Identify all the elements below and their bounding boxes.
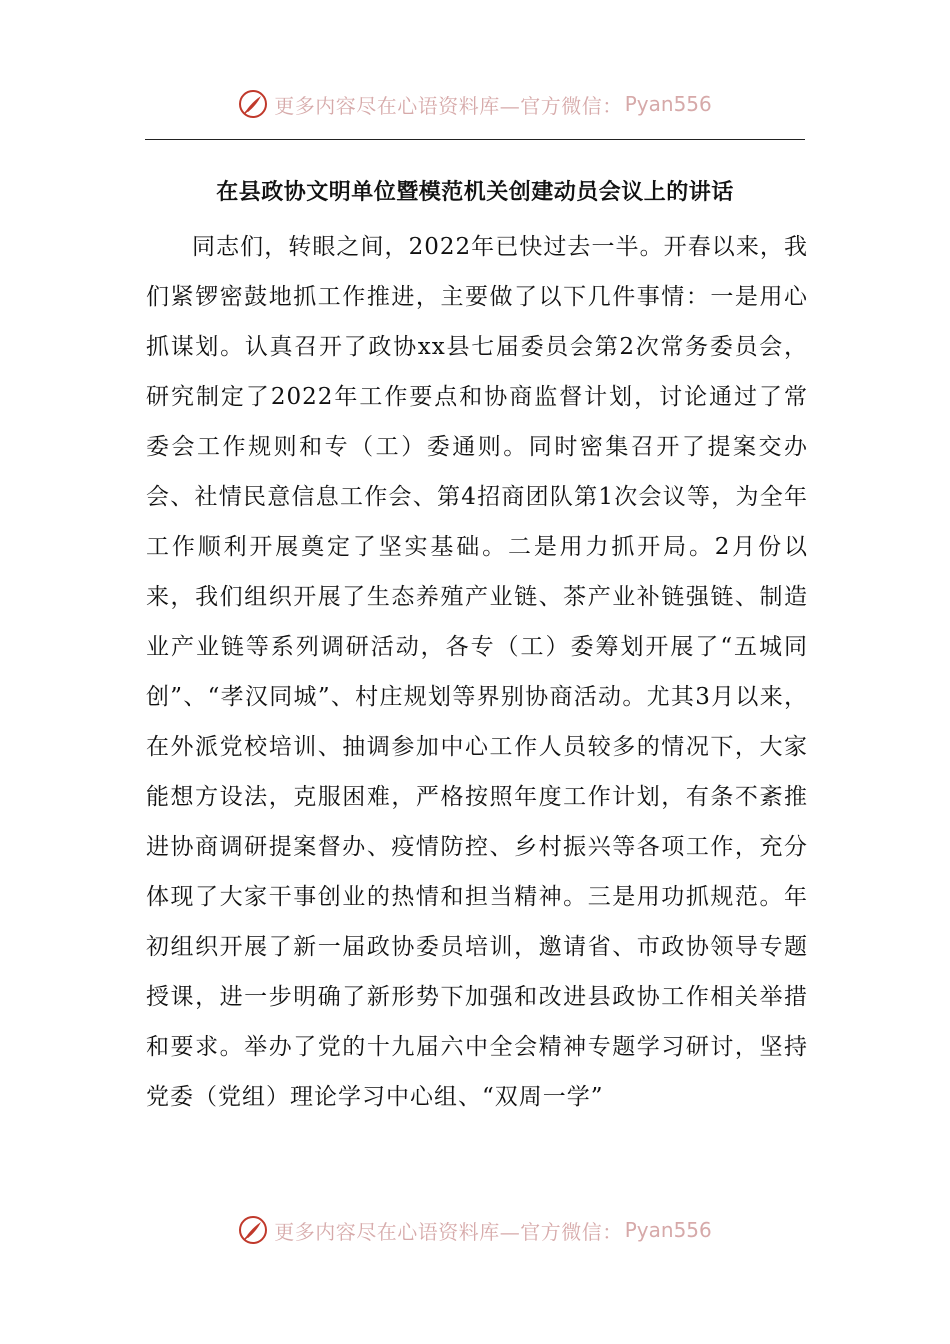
header-watermark [0,86,950,122]
footer-watermark [0,1212,950,1248]
quill-logo-icon [238,1215,268,1245]
footer-watermark-text: 更多内容尽在心语资料库—官方微信： [274,1219,623,1244]
footer-watermark-id: Pyan556 [624,1218,712,1242]
header-watermark-text: 更多内容尽在心语资料库—官方微信： [274,93,623,118]
document-paragraph: 同志们，转眼之间，2022年已快过去一半。开春以来，我们紧锣密鼓地抓工作推进，主要做了以下几件事情：一是用心抓谋划。认真召开了政协xx县七届委员会第2次常务委员会，研究制定了2022年工作要点和协商监督计划，讨论通过了常委会工作规则和专（工）委通则。同时密集召开了提案交办会、社情民意信息工作会、第4招商团队第1次会议等，为全年工作顺利开展奠定了坚实基础。二是用力抓开局。2月份以来，我们组织开展了生态养殖产业链、茶产业补链强链、制造业产业链等系列调研活动，各专（工）委筹划开展了“五城同创”、“孝汉同城”、村庄规划等界别协商活动。尤其3月以来，在外派党校培训、抽调参加中心工作人员较多的情况下，大家能想方设法，克服困难，严格按照年度工作计划，有条不紊推进协商调研提案督办、疫情防控、乡村振兴等各项工作，充分体现了大家干事创业的热情和担当精神。三是用功抓规范。年初组织开展了新一届政协委员培训，邀请省、市政协领导专题授课，进一步明确了新形势下加强和改进县政协工作相关举措和要求。举办了党的十九届六中全会精神专题学习研讨，坚持党委（党组）理论学习中心组、“双周一学” [146,234,808,1110]
header-divider [145,139,805,140]
quill-logo-icon [238,89,268,119]
header-watermark-id: Pyan556 [624,92,712,116]
document-title: 在县政协文明单位暨模范机关创建动员会议上的讲话 [216,180,734,205]
